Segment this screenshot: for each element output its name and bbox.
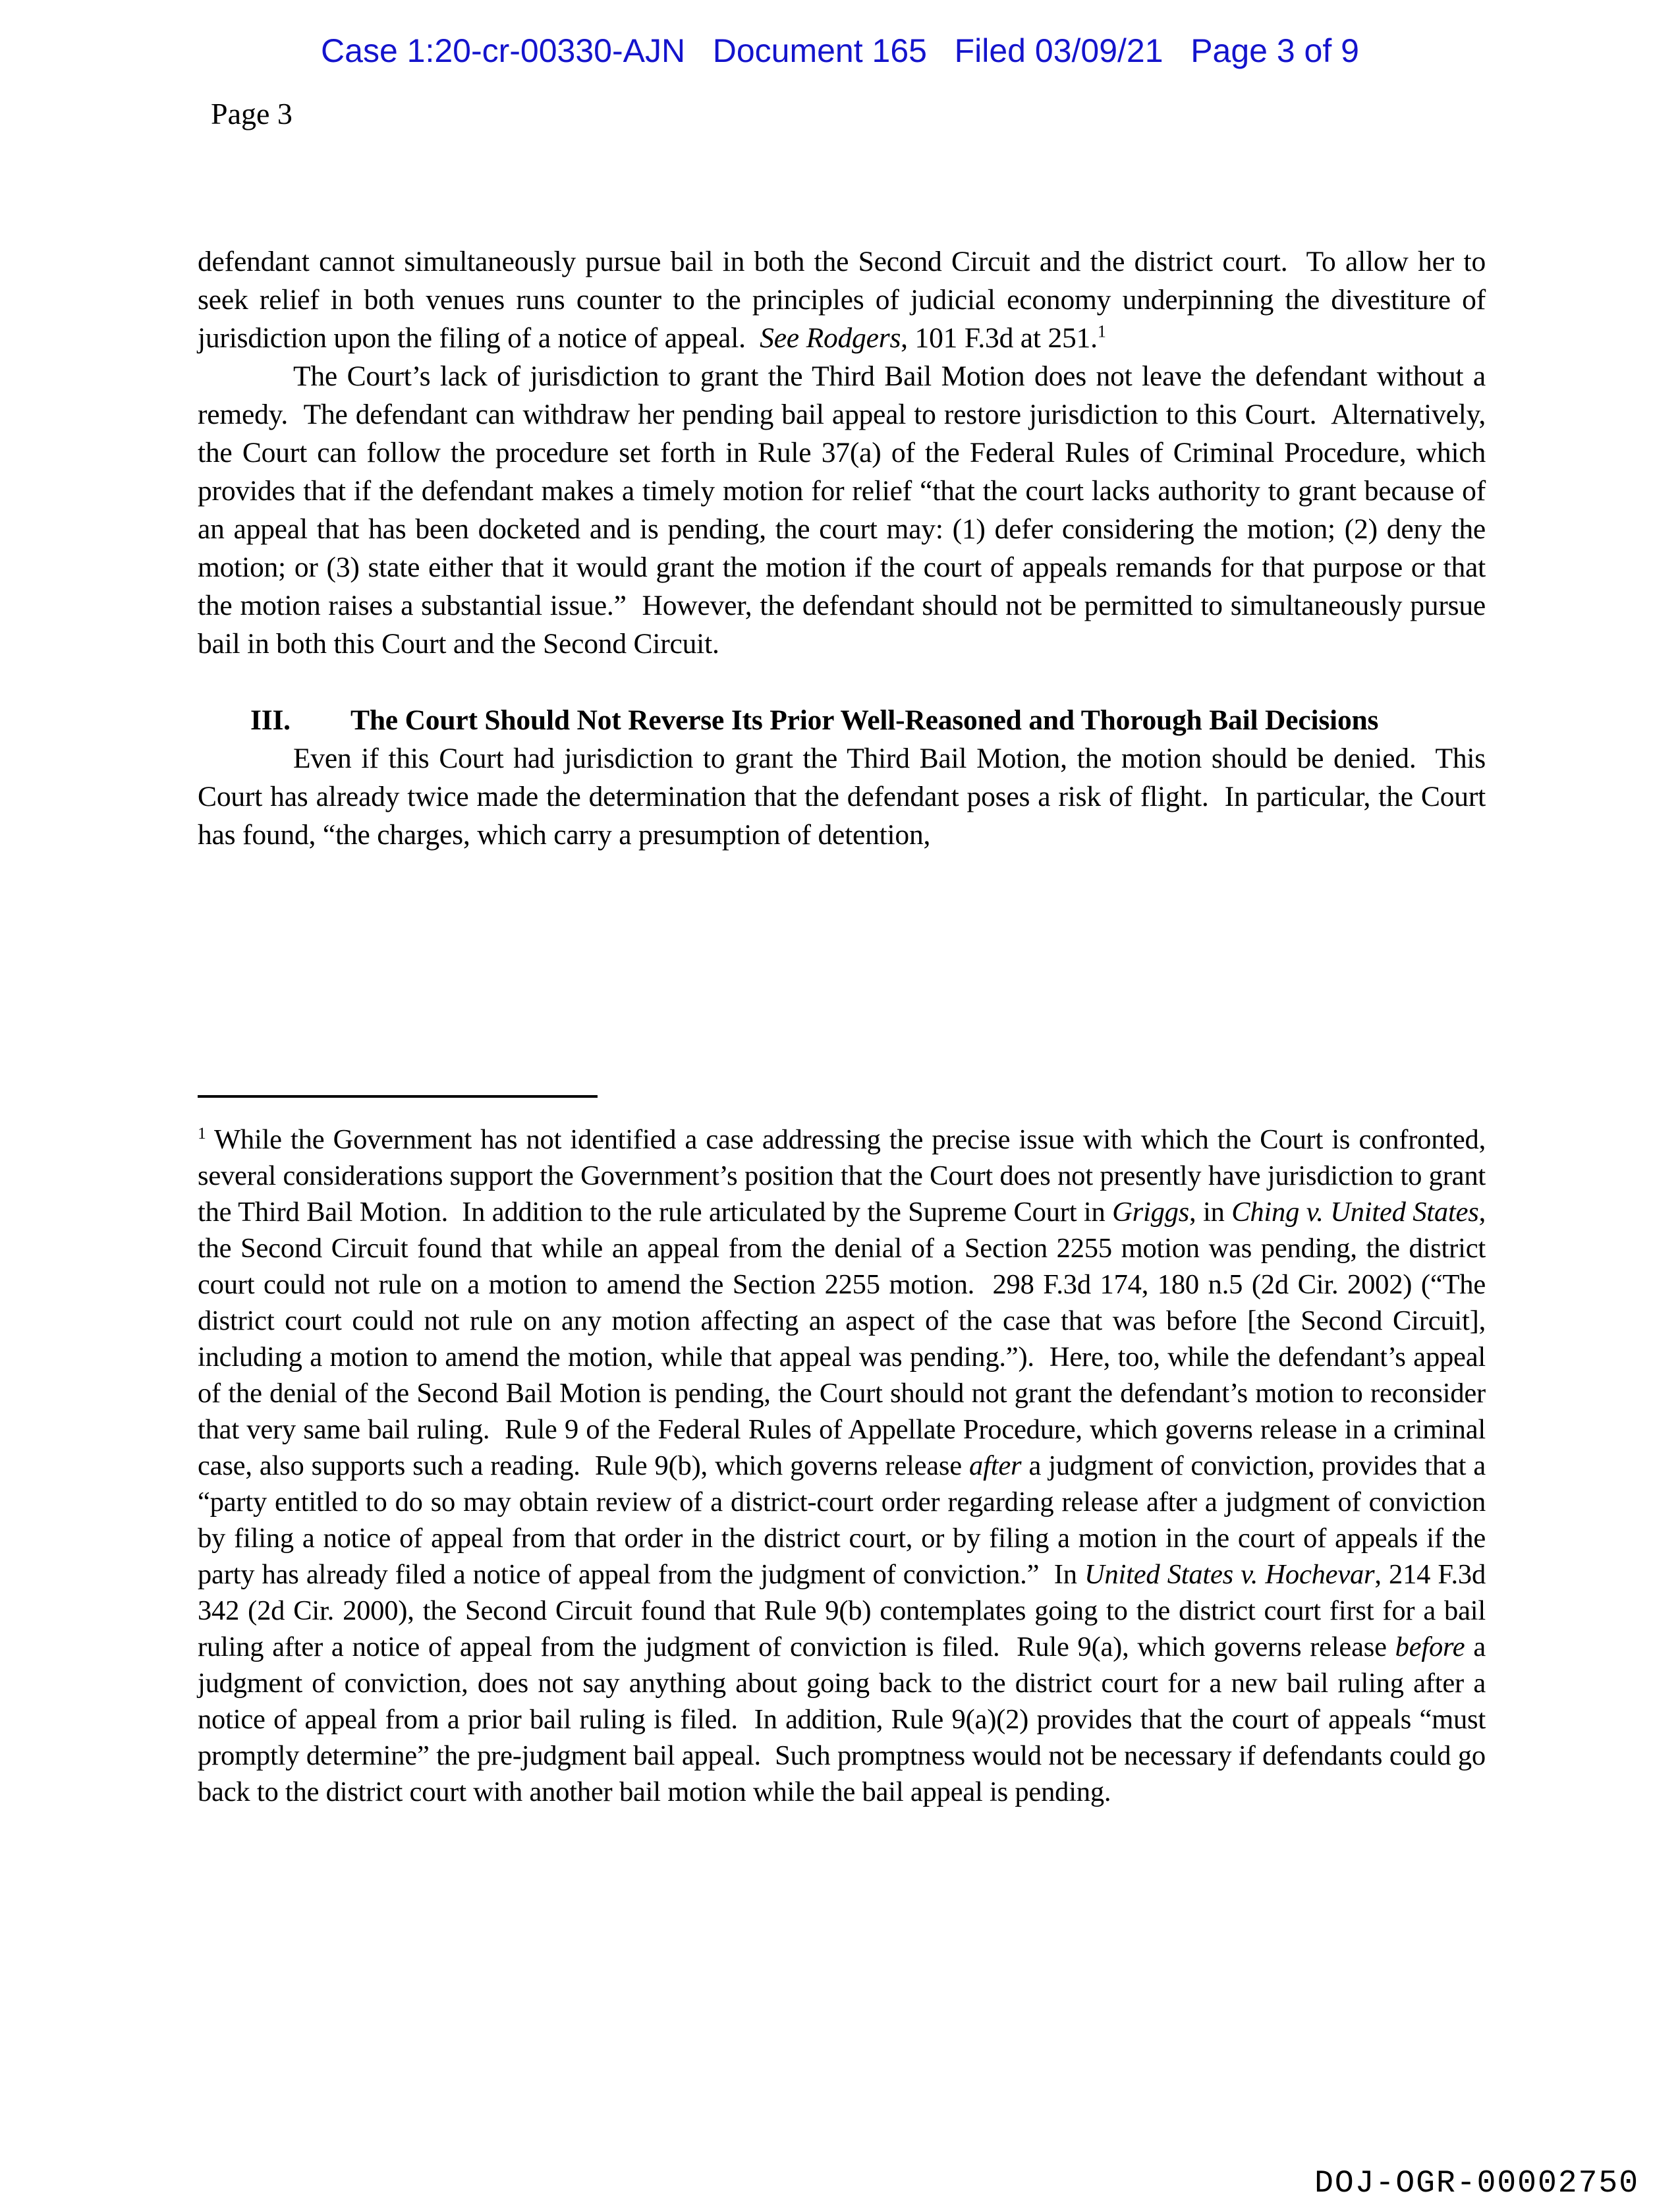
footnote-separator-rule	[198, 1095, 598, 1098]
section-heading	[198, 701, 1486, 739]
ecf-case-header: Case 1:20-cr-00330-AJN Document 165 Filed 03/09/21 Page 3 of 9	[321, 32, 1359, 69]
footnote-text: $^1$ While the Government has not identified a case addressing the precise issue with which the Court is confronted, several considerations support the Government’s position that the Court does not presently have jurisdiction to grant the Third Bail Motion. In addition to the rule articulated by the Supreme Court in Griggs, in Ching v. United States, the Second Circuit found that while an appeal from the denial of a Section 2255 motion was pending, the district court could not rule on a motion to amend the Section 2255 motion. 298 F.3d 174, 180 n.5 (2d Cir. 2002) (“The district court could not rule on any motion affecting an aspect of the case that was before [the Second Circuit], including a motion to amend the motion, while that appeal was pending.”). Here, too, while the defendant’s appeal of the denial of the Second Bail Motion is pending, the Court should not grant the defendant’s motion to reconsider that very same bail ruling. Rule 9 of the Federal Rules of Appellate Procedure, which governs release in a criminal case, also supports such a reading. Rule 9(b), which governs release after a judgment of conviction, provides that a “party entitled to do so may obtain review of a district-court order regarding release after a judgment of conviction by filing a notice of appeal from that order in the district court, or by filing a motion in the court of appeals if the party has already filed a notice of appeal from the judgment of conviction.” In United States v. Hochevar, 214 F.3d 342 (2d Cir. 2000), the Second Circuit found that Rule 9(b) contemplates going to the district court first for a bail ruling after a notice of appeal from the judgment of conviction is filed. Rule 9(a), which governs release before a judgment of conviction, does not say anything about going back to the district court for a new bail ruling after a notice of appeal from a prior bail ruling is filed. In addition, Rule 9(a)(2) provides that the court of appeals “must promptly determine” the pre-judgment bail appeal. Such promptness would not be necessary if defendants could go back to the district court with another bail motion while the bail appeal is pending.	[198, 1123, 1486, 1807]
section-number: III.	[250, 704, 291, 736]
bates-number: DOJ-OGR-00002750	[1314, 2166, 1639, 2201]
paragraph-continuation: defendant cannot simultaneously pursue bail in both the Second Circuit and the district court. To allow her to seek relief in both venues runs counter to the principles of judicial economy underpinning the divestiture of jurisdiction upon the filing of a notice of appeal. See Rodgers, 101 F.3d at 251.$^1$	[198, 246, 1486, 354]
section-title: The Court Should Not Reverse Its Prior Well-Reasoned and Thorough Bail Decisions	[350, 704, 1379, 736]
document-body	[198, 242, 1486, 854]
paragraph: Even if this Court had jurisdiction to grant the Third Bail Motion, the motion should be denied. This Court has already twice made the determination that the defendant poses a risk of flight. In particular, the Court has found, “the charges, which carry a presumption of detention,	[198, 743, 1486, 851]
page-number-label: Page 3	[211, 97, 293, 130]
footnote-area	[198, 1095, 1486, 1810]
paragraph: The Court’s lack of jurisdiction to grant the Third Bail Motion does not leave the defendant without a remedy. The defendant can withdraw her pending bail appeal to restore jurisdiction to this Court. Alternatively, the Court can follow the procedure set forth in Rule 37(a) of the Federal Rules of Criminal Procedure, which provides that if the defendant makes a timely motion for relief “that the court lacks authority to grant because of an appeal that has been docketed and is pending, the court may: (1) defer considering the motion; (2) deny the motion; or (3) state either that it would grant the motion if the court of appeals remands for that purpose or that the motion raises a substantial issue.” However, the defendant should not be permitted to simultaneously pursue bail in both this Court and the Second Circuit.	[198, 360, 1486, 660]
